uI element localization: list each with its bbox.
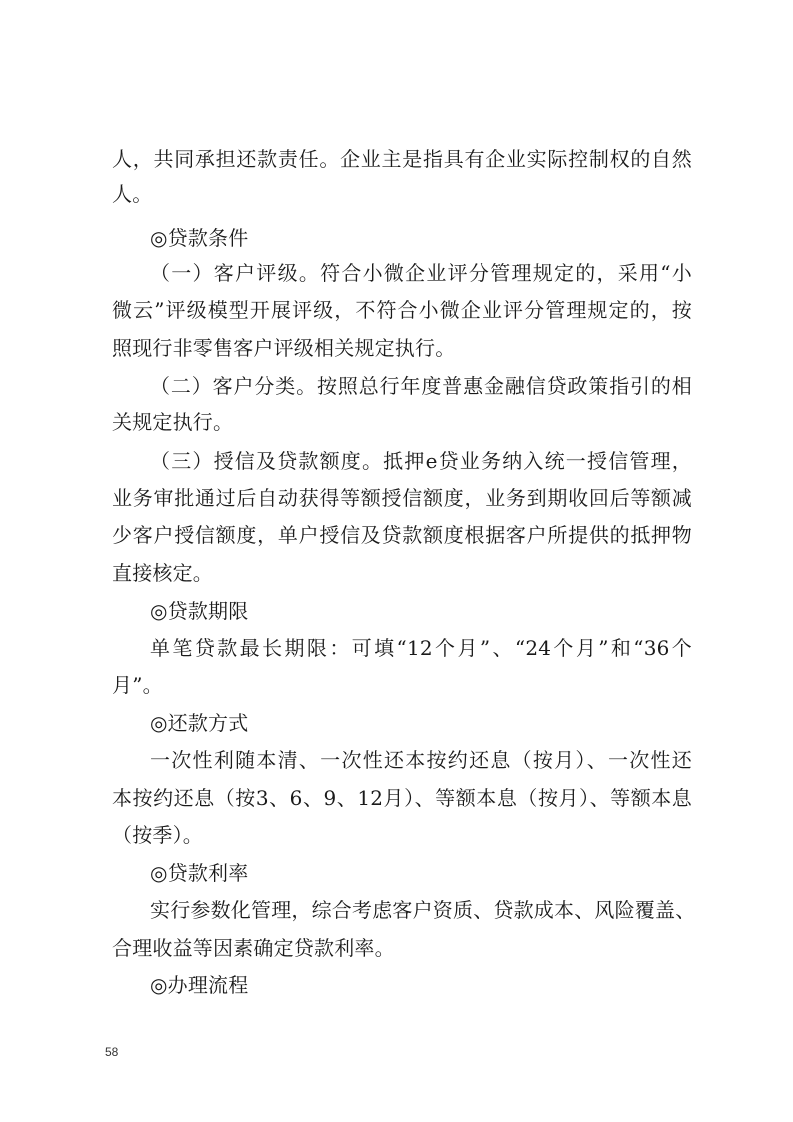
body-text-line: （二）客户分类。按照总行年度普惠金融信贷政策指引的相: [150, 374, 692, 398]
body-text-line: 月”。: [112, 673, 163, 697]
body-text-line: 人。: [112, 182, 153, 206]
body-text-line: 单笔贷款最长期限：可填“12个月”、“24个月”和“36个: [150, 636, 692, 660]
section-heading: ◎贷款条件: [150, 226, 249, 250]
body-text-line: （一）客户评级。符合小微企业评分管理规定的，采用“小: [150, 261, 692, 285]
section-heading: ◎贷款利率: [150, 861, 249, 885]
body-text-line: 照现行非零售客户评级相关规定执行。: [112, 336, 456, 360]
body-text-line: （三）授信及贷款额度。抵押e贷业务纳入统一授信管理，: [150, 449, 692, 473]
section-heading: ◎还款方式: [150, 711, 249, 735]
section-heading: ◎办理流程: [150, 973, 249, 997]
body-text-line: 微云”评级模型开展评级，不符合小微企业评分管理规定的，按: [112, 298, 692, 322]
page-number: 58: [105, 1045, 119, 1059]
body-text-line: （按季）。: [112, 823, 203, 847]
body-text-line: 人，共同承担还款责任。企业主是指具有企业实际控制权的自然: [112, 147, 692, 171]
body-text-line: 实行参数化管理，综合考虑客户资质、贷款成本、风险覆盖、: [150, 898, 696, 922]
body-text-line: 业务审批通过后自动获得等额授信额度，业务到期收回后等额减: [112, 486, 692, 510]
body-text-line: 直接核定。: [112, 561, 213, 585]
body-text-line: 本按约还息（按3、6、9、12月）、等额本息（按月）、等额本息: [112, 786, 692, 810]
body-text-line: 一次性利随本清、一次性还本按约还息（按月）、一次性还: [150, 748, 692, 772]
body-text-line: 关规定执行。: [112, 410, 234, 434]
body-text-line: 少客户授信额度，单户授信及贷款额度根据客户所提供的抵押物: [112, 523, 692, 547]
body-text-line: 合理收益等因素确定贷款利率。: [112, 936, 395, 960]
section-heading: ◎贷款期限: [150, 599, 249, 623]
